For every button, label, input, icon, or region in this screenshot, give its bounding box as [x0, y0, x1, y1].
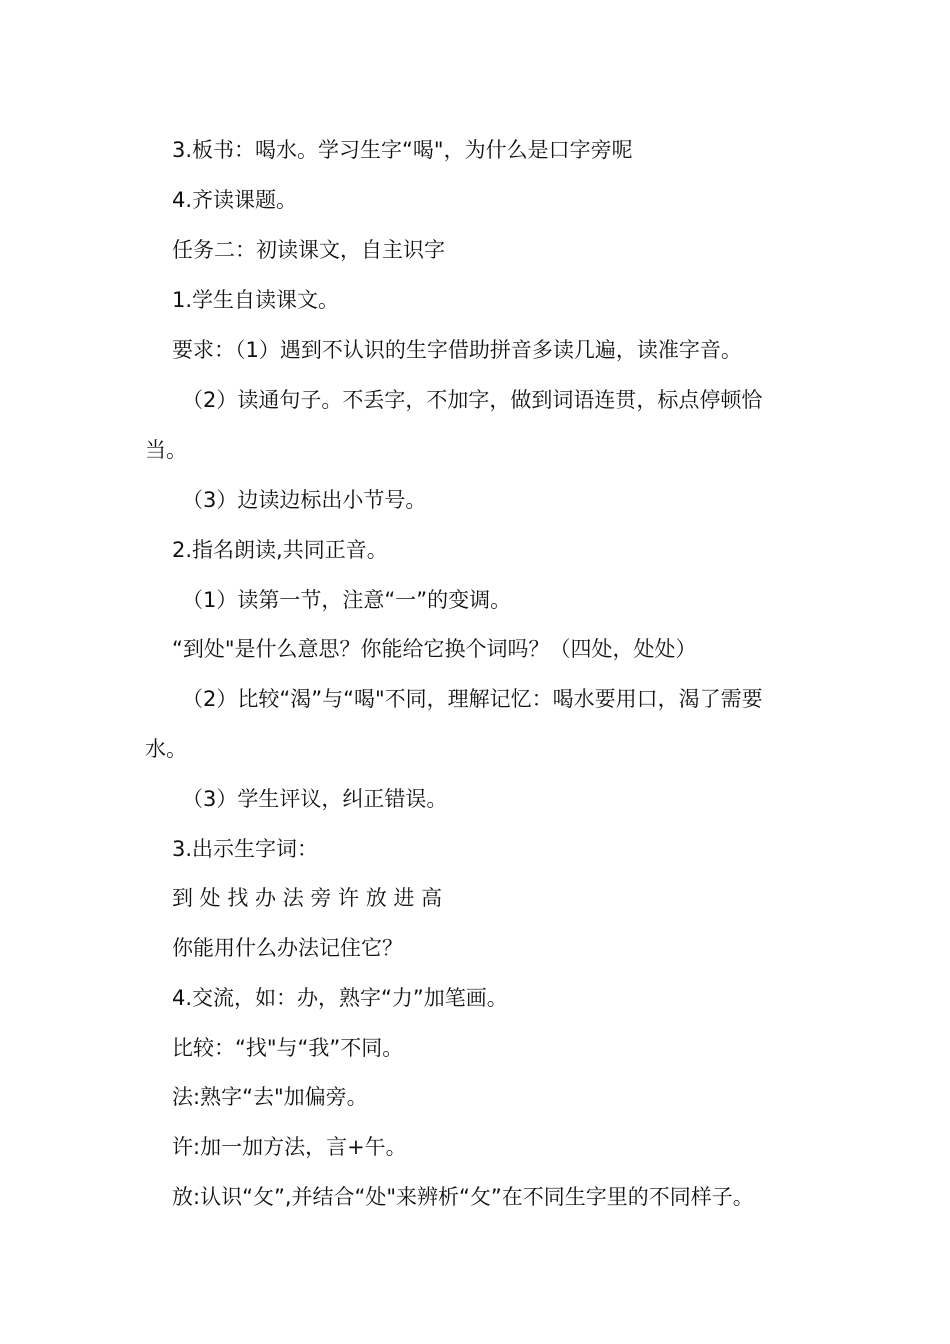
section-heading: 任务二：初读课文，自主识字: [172, 238, 445, 262]
text-line: 3.出示生字词：: [172, 837, 319, 861]
text-line: 放:认识“攵”,并结合“处"来辨析“攵”在不同生字里的不同样子。: [172, 1185, 754, 1209]
text-line: “到处"是什么意思？你能给它换个词吗？（四处，处处）: [172, 637, 697, 661]
text-line: 你能用什么办法记住它？: [172, 936, 403, 960]
text-line: 水。: [145, 737, 187, 761]
text-line: 2.指名朗读,共同正音。: [172, 538, 388, 562]
text-line: 当。: [145, 438, 187, 462]
text-line: 要求：（1）遇到不认识的生字借助拼音多读几遍，读准字音。: [172, 338, 742, 362]
text-line: 4.交流，如：办，熟字“力”加笔画。: [172, 986, 508, 1010]
text-line: 法:熟字“去"加偏旁。: [172, 1085, 368, 1109]
text-line: 比较：“找"与“我”不同。: [172, 1036, 404, 1060]
text-line: （3）学生评议，纠正错误。: [182, 787, 448, 811]
text-line: （1）读第一节，注意“一”的变调。: [182, 588, 512, 612]
character-list: 到 处 找 办 法 旁 许 放 进 高: [172, 886, 443, 910]
text-line: 4.齐读课题。: [172, 188, 298, 212]
text-line: 许:加一加方法，言+午。: [172, 1135, 407, 1159]
text-line: 1.学生自读课文。: [172, 288, 340, 312]
text-line: （2）读通句子。不丢字，不加字，做到词语连贯，标点停顿恰: [182, 388, 763, 412]
text-line: （2）比较“渴”与“喝"不同，理解记忆：喝水要用口，渴了需要: [182, 687, 763, 711]
text-line: 3.板书：喝水。学习生字“喝"，为什么是口字旁呢: [172, 138, 633, 162]
text-line: （3）边读边标出小节号。: [182, 488, 427, 512]
